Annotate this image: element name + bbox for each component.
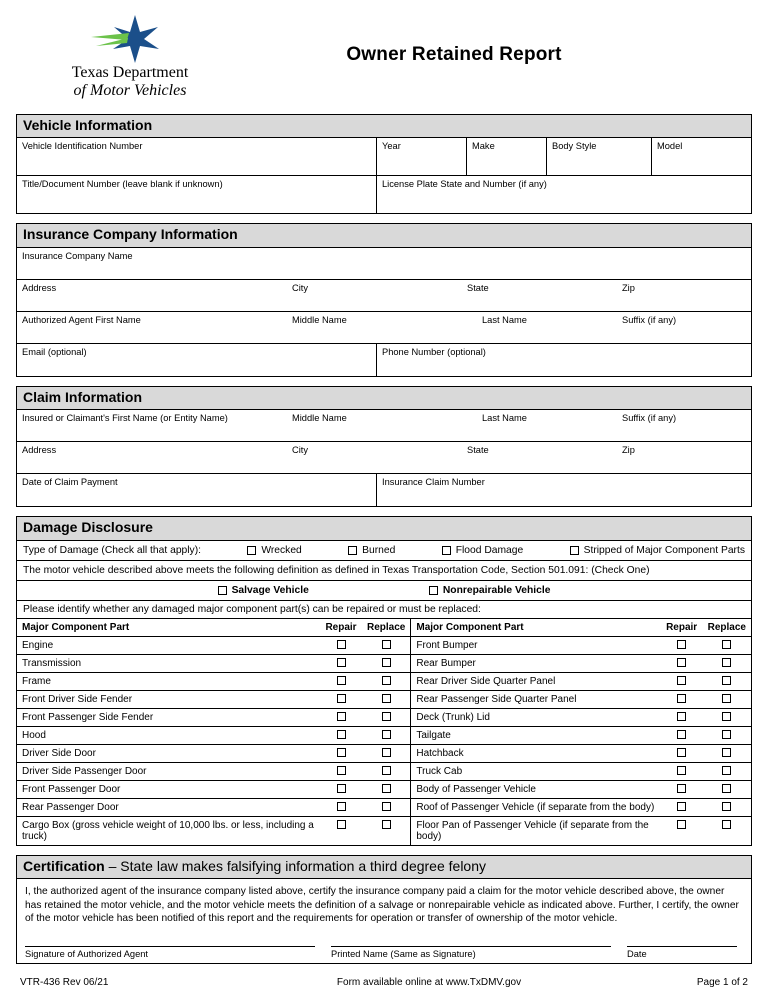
checkbox-icon[interactable]	[722, 640, 731, 649]
part-label-right: Rear Bumper	[411, 654, 661, 672]
form-id: VTR-436 Rev 06/21	[20, 976, 109, 988]
field-insured-suffix[interactable]: Suffix (if any)	[622, 413, 677, 424]
checkbox-icon[interactable]	[722, 766, 731, 775]
repair-checkbox-right[interactable]	[661, 708, 703, 726]
claim-row-3	[17, 474, 751, 506]
repair-checkbox-left[interactable]	[320, 798, 362, 816]
checkbox-icon[interactable]	[218, 586, 227, 595]
field-model[interactable]: Model	[657, 141, 683, 152]
table-row	[17, 672, 751, 690]
signature-row	[17, 946, 751, 963]
section-certification	[16, 855, 752, 964]
col-header-repair-left: Repair	[325, 621, 357, 633]
repair-checkbox-right[interactable]	[661, 672, 703, 690]
checkbox-icon[interactable]	[722, 820, 731, 829]
signature-printed-name[interactable]: Printed Name (Same as Signature)	[331, 946, 611, 959]
field-insurance-address[interactable]: Address	[22, 282, 57, 293]
field-insurance-state[interactable]: State	[467, 282, 489, 293]
form-availability-note: Form available online at www.TxDMV.gov	[336, 976, 522, 988]
repair-checkbox-left[interactable]	[320, 708, 362, 726]
field-agent-middle-name[interactable]: Middle Name	[292, 314, 347, 325]
repair-checkbox-left[interactable]	[320, 672, 362, 690]
checkbox-icon[interactable]	[570, 546, 579, 555]
repair-checkbox-right[interactable]	[661, 762, 703, 780]
field-license-plate[interactable]: License Plate State and Number (if any)	[382, 179, 547, 190]
field-insurance-zip[interactable]: Zip	[622, 282, 635, 293]
field-insured-middle-name[interactable]: Middle Name	[292, 413, 347, 424]
checkbox-icon[interactable]	[337, 802, 346, 811]
checkbox-icon[interactable]	[337, 766, 346, 775]
claim-row-1	[17, 410, 751, 442]
table-row	[17, 744, 751, 762]
repair-checkbox-left[interactable]	[320, 780, 362, 798]
certification-title-bold: Certification	[23, 857, 105, 874]
table-row	[17, 708, 751, 726]
replace-checkbox-right[interactable]	[703, 798, 751, 816]
repair-checkbox-right[interactable]	[661, 816, 703, 845]
checkbox-icon[interactable]	[677, 802, 686, 811]
part-label-left: Front Driver Side Fender	[17, 690, 320, 708]
part-label-left: Engine	[17, 636, 320, 654]
part-label-right: Deck (Trunk) Lid	[411, 708, 661, 726]
field-insurance-city[interactable]: City	[292, 282, 309, 293]
insurance-row-1	[17, 248, 751, 280]
part-label-left: Front Passenger Door	[17, 780, 320, 798]
table-row	[17, 654, 751, 672]
part-label-right: Tailgate	[411, 726, 661, 744]
replace-checkbox-right[interactable]	[703, 672, 751, 690]
table-row	[17, 798, 751, 816]
replace-checkbox-right[interactable]	[703, 654, 751, 672]
certification-title-rest: – State law makes falsifying information a third degree felony	[104, 857, 486, 874]
field-claim-state[interactable]: State	[467, 445, 489, 456]
page-number: Page 1 of 2	[696, 976, 748, 988]
repair-checkbox-right[interactable]	[661, 744, 703, 762]
replace-checkbox-left[interactable]	[362, 816, 411, 845]
repair-checkbox-right[interactable]	[661, 654, 703, 672]
part-label-right: Floor Pan of Passenger Vehicle (if separate from the body)	[411, 816, 661, 845]
insurance-row-3	[17, 312, 751, 344]
field-insurance-company-name[interactable]: Insurance Company Name	[22, 250, 133, 261]
part-label-right: Truck Cab	[411, 762, 661, 780]
agency-name-line2: of Motor Vehicles	[73, 82, 187, 100]
field-claim-address[interactable]: Address	[22, 445, 57, 456]
part-label-left: Rear Passenger Door	[17, 798, 320, 816]
part-label-left: Driver Side Door	[17, 744, 320, 762]
field-claim-city[interactable]: City	[292, 445, 309, 456]
parts-instructions: Please identify whether any damaged major component part(s) can be repaired or must be replaced:	[17, 601, 751, 619]
field-insurance-claim-number[interactable]: Insurance Claim Number	[382, 477, 485, 488]
part-label-right: Roof of Passenger Vehicle (if separate from the body)	[411, 798, 661, 816]
replace-checkbox-right[interactable]	[703, 762, 751, 780]
repair-checkbox-left[interactable]	[320, 762, 362, 780]
replace-checkbox-left[interactable]	[362, 636, 411, 654]
replace-checkbox-left[interactable]	[362, 744, 411, 762]
checkbox-option-burned[interactable]: Burned	[348, 545, 395, 556]
section-vehicle-information	[16, 114, 752, 214]
replace-checkbox-left[interactable]	[362, 708, 411, 726]
col-header-repair-right: Repair	[666, 621, 698, 633]
col-header-replace-right: Replace	[707, 621, 746, 633]
insurance-row-2	[17, 280, 751, 312]
replace-checkbox-left[interactable]	[362, 780, 411, 798]
section-title-certification	[17, 856, 751, 879]
checkbox-icon[interactable]	[337, 748, 346, 757]
checkbox-icon[interactable]	[382, 766, 391, 775]
section-title-damage: Damage Disclosure	[17, 517, 751, 540]
table-row	[17, 726, 751, 744]
repair-checkbox-right[interactable]	[661, 726, 703, 744]
section-title-vehicle: Vehicle Information	[17, 115, 751, 138]
field-agent-suffix[interactable]: Suffix (if any)	[622, 314, 677, 325]
replace-checkbox-right[interactable]	[703, 636, 751, 654]
damage-type-label: Type of Damage (Check all that apply):	[23, 544, 201, 556]
checkbox-icon[interactable]	[337, 694, 346, 703]
major-component-parts-table	[17, 619, 751, 845]
section-insurance-information	[16, 223, 752, 376]
repair-checkbox-right[interactable]	[661, 798, 703, 816]
replace-checkbox-right[interactable]	[703, 816, 751, 845]
checkbox-icon[interactable]	[337, 820, 346, 829]
field-agent-last-name[interactable]: Last Name	[482, 314, 527, 325]
checkbox-icon[interactable]	[677, 730, 686, 739]
checkbox-icon[interactable]	[337, 730, 346, 739]
document-header	[16, 14, 752, 114]
part-label-right: Front Bumper	[411, 636, 661, 654]
checkbox-icon[interactable]	[677, 694, 686, 703]
part-label-left: Driver Side Passenger Door	[17, 762, 320, 780]
checkbox-icon[interactable]	[382, 820, 391, 829]
checkbox-icon[interactable]	[382, 730, 391, 739]
replace-checkbox-right[interactable]	[703, 708, 751, 726]
replace-checkbox-left[interactable]	[362, 726, 411, 744]
checkbox-icon[interactable]	[382, 748, 391, 757]
repair-checkbox-left[interactable]	[320, 636, 362, 654]
page-title: Owner Retained Report	[346, 44, 562, 65]
part-label-right: Hatchback	[411, 744, 661, 762]
agency-name	[72, 64, 189, 101]
field-body-style[interactable]: Body Style	[547, 138, 652, 175]
checkbox-icon[interactable]	[382, 640, 391, 649]
checkbox-option-nonrepairable-vehicle[interactable]: Nonrepairable Vehicle	[429, 585, 551, 596]
insurance-row-4	[17, 344, 751, 376]
signature-date[interactable]: Date	[627, 946, 737, 959]
document-footer	[16, 973, 752, 988]
checkbox-icon[interactable]	[722, 730, 731, 739]
field-agent-first-name[interactable]: Authorized Agent First Name	[22, 314, 141, 325]
col-header-part-right: Major Component Part	[411, 619, 661, 637]
checkbox-icon[interactable]	[382, 784, 391, 793]
repair-checkbox-right[interactable]	[661, 636, 703, 654]
checkbox-icon[interactable]	[722, 712, 731, 721]
checkbox-icon[interactable]	[382, 802, 391, 811]
checkbox-icon[interactable]	[677, 640, 686, 649]
table-row	[17, 780, 751, 798]
checkbox-icon[interactable]	[722, 694, 731, 703]
replace-checkbox-left[interactable]	[362, 654, 411, 672]
checkbox-icon[interactable]	[382, 658, 391, 667]
section-claim-information	[16, 386, 752, 507]
checkbox-icon[interactable]	[677, 712, 686, 721]
field-email[interactable]: Email (optional)	[17, 344, 377, 376]
part-label-left: Hood	[17, 726, 320, 744]
part-label-left: Cargo Box (gross vehicle weight of 10,000 lbs. or less, including a truck)	[17, 816, 320, 845]
field-phone[interactable]: Phone Number (optional)	[382, 346, 486, 357]
checkbox-icon[interactable]	[337, 712, 346, 721]
part-label-right: Rear Driver Side Quarter Panel	[411, 672, 661, 690]
part-label-left: Front Passenger Side Fender	[17, 708, 320, 726]
table-row	[17, 762, 751, 780]
checkbox-icon[interactable]	[677, 784, 686, 793]
checkbox-icon[interactable]	[677, 658, 686, 667]
part-label-left: Transmission	[17, 654, 320, 672]
checkbox-option-salvage-vehicle[interactable]: Salvage Vehicle	[218, 585, 309, 596]
repair-checkbox-right[interactable]	[661, 690, 703, 708]
replace-checkbox-right[interactable]	[703, 690, 751, 708]
field-title-document-number[interactable]: Title/Document Number (leave blank if unknown)	[17, 176, 377, 213]
checkbox-option-flood-damage[interactable]: Flood Damage	[442, 545, 524, 556]
replace-checkbox-right[interactable]	[703, 744, 751, 762]
repair-checkbox-left[interactable]	[320, 690, 362, 708]
section-damage-disclosure	[16, 516, 752, 845]
checkbox-icon[interactable]	[429, 586, 438, 595]
checkbox-icon[interactable]	[442, 546, 451, 555]
repair-checkbox-right[interactable]	[661, 780, 703, 798]
checkbox-icon[interactable]	[722, 748, 731, 757]
checkbox-icon[interactable]	[677, 676, 686, 685]
part-label-right: Rear Passenger Side Quarter Panel	[411, 690, 661, 708]
vehicle-row-2	[17, 176, 751, 213]
claim-row-2	[17, 442, 751, 474]
checkbox-icon[interactable]	[677, 748, 686, 757]
vehicle-row-1	[17, 138, 751, 176]
checkbox-icon[interactable]	[247, 546, 256, 555]
checkbox-option-stripped-of-major-component-parts[interactable]: Stripped of Major Component Parts	[570, 545, 745, 556]
repair-checkbox-left[interactable]	[320, 726, 362, 744]
checkbox-icon[interactable]	[337, 640, 346, 649]
table-row	[17, 816, 751, 845]
field-make[interactable]: Make	[467, 138, 547, 175]
replace-checkbox-right[interactable]	[703, 780, 751, 798]
field-insured-last-name[interactable]: Last Name	[482, 413, 527, 424]
table-header-row	[17, 619, 751, 637]
replace-checkbox-left[interactable]	[362, 798, 411, 816]
signature-authorized-agent[interactable]: Signature of Authorized Agent	[25, 946, 315, 959]
field-vin[interactable]: Vehicle Identification Number	[17, 138, 377, 175]
col-header-replace-left: Replace	[367, 621, 406, 633]
texas-star-logo-icon	[83, 14, 177, 62]
damage-type-row	[17, 541, 751, 561]
table-row	[17, 636, 751, 654]
agency-name-line1: Texas Department	[71, 64, 189, 81]
repair-checkbox-left[interactable]	[320, 654, 362, 672]
table-row	[17, 690, 751, 708]
field-insured-first-name[interactable]: Insured or Claimant's First Name (or Entity Name)	[22, 413, 228, 424]
damage-definition-options	[17, 581, 751, 601]
field-date-of-claim-payment[interactable]: Date of Claim Payment	[17, 474, 377, 506]
checkbox-icon[interactable]	[382, 676, 391, 685]
part-label-left: Frame	[17, 672, 320, 690]
part-label-right: Body of Passenger Vehicle	[411, 780, 661, 798]
checkbox-icon[interactable]	[722, 802, 731, 811]
section-title-claim: Claim Information	[17, 387, 751, 410]
checkbox-icon[interactable]	[337, 676, 346, 685]
col-header-part-left: Major Component Part	[22, 621, 130, 633]
certification-statement: I, the authorized agent of the insurance company listed above, certify the insurance company paid a claim for the motor vehicle described above, the owner has retained the motor vehicle, and the motor vehicle meets the definition of a salvage or nonrepairable vehicle as indicated above. Further, I certify, the owner of the motor vehicle has been notified of this report and the requirements for operation or transfer of ownership of the motor vehicle.	[25, 885, 739, 925]
damage-definition-text: The motor vehicle described above meets the following definition as defined in Texas Transportation Code, Section 501.091: (Check One)	[17, 561, 751, 581]
repair-checkbox-left[interactable]	[320, 816, 362, 845]
section-title-insurance: Insurance Company Information	[17, 224, 751, 247]
checkbox-icon[interactable]	[722, 784, 731, 793]
checkbox-icon[interactable]	[382, 694, 391, 703]
checkbox-icon[interactable]	[722, 658, 731, 667]
agency-logo	[16, 14, 226, 101]
checkbox-icon[interactable]	[382, 712, 391, 721]
checkbox-icon[interactable]	[677, 820, 686, 829]
replace-checkbox-left[interactable]	[362, 672, 411, 690]
replace-checkbox-left[interactable]	[362, 762, 411, 780]
checkbox-icon[interactable]	[337, 784, 346, 793]
checkbox-icon[interactable]	[722, 676, 731, 685]
checkbox-icon[interactable]	[677, 766, 686, 775]
checkbox-icon[interactable]	[337, 658, 346, 667]
checkbox-option-wrecked[interactable]: Wrecked	[247, 545, 301, 556]
field-year[interactable]: Year	[377, 138, 467, 175]
replace-checkbox-left[interactable]	[362, 690, 411, 708]
repair-checkbox-left[interactable]	[320, 744, 362, 762]
replace-checkbox-right[interactable]	[703, 726, 751, 744]
checkbox-icon[interactable]	[348, 546, 357, 555]
field-claim-zip[interactable]: Zip	[622, 445, 635, 456]
